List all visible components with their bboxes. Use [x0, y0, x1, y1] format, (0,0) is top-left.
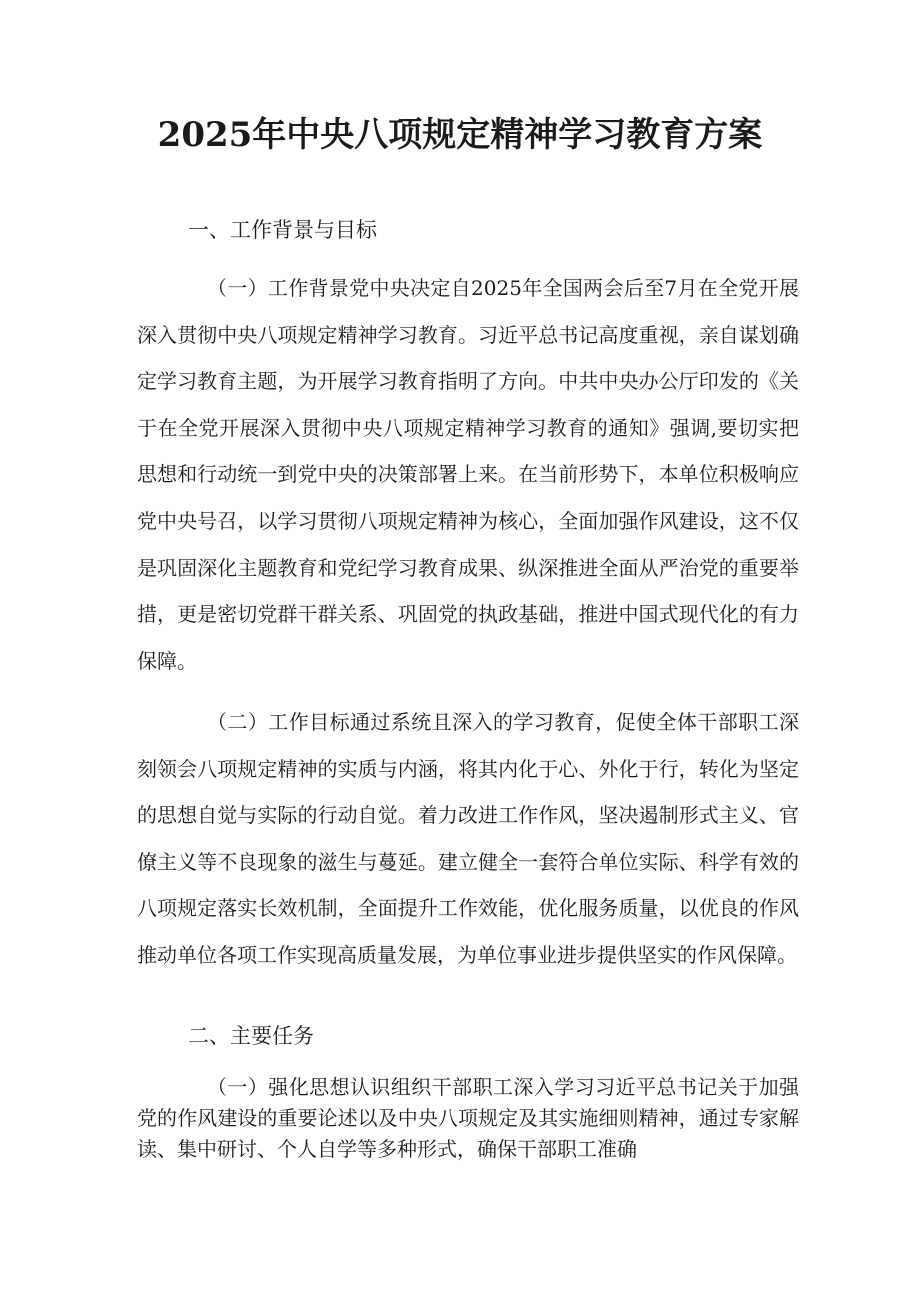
document-title: 2025年中央八项规定精神学习教育方案: [157, 115, 763, 155]
paragraph-work-background: （一）工作背景党中央决定自2025年全国两会后至7月在全党开展深入贯彻中央八项规定精神学习教育。习近平总书记高度重视，亲自谋划确定学习教育主题，为开展学习教育指明了方向。中共中央办公厅印发的《关于在全党开展深入贯彻中央八项规定精神学习教育的通知》强调,要切实把思想和行动统一到党中央的决策部署上来。在当前形势下，本单位积极响应党中央号召，以学习贯彻八项规定精神为核心，全面加强作风建设，这不仅是巩固深化主题教育和党纪学习教育成果、纵深推进全面从严治党的重要举措，更是密切党群干群关系、巩固党的执政基础，推进中国式现代化的有力保障。: [137, 276, 799, 673]
section-heading-2: 二、主要任务: [188, 1024, 314, 1048]
section-heading-1: 一、工作背景与目标: [188, 218, 377, 242]
paragraph-work-goals: （二）工作目标通过系统且深入的学习教育，促使全体干部职工深刻领会八项规定精神的实质与内涵，将其内化于心、外化于行，转化为坚定的思想自觉与实际的行动自觉。着力改进工作作风，坚决遏制形式主义、官僚主义等不良现象的滋生与蔓延。建立健全一套符合单位实际、科学有效的八项规定落实长效机制，全面提升工作效能，优化服务质量，以优良的作风推动单位各项工作实现高质量发展，为单位事业进步提供坚实的作风保障。: [137, 710, 799, 967]
paragraph-strengthen-ideology: （一）强化思想认识组织干部职工深入学习习近平总书记关于加强党的作风建设的重要论述以及中央八项规定及其实施细则精神，通过专家解读、集中研讨、个人自学等多种形式，确保干部职工准确: [137, 1075, 799, 1161]
